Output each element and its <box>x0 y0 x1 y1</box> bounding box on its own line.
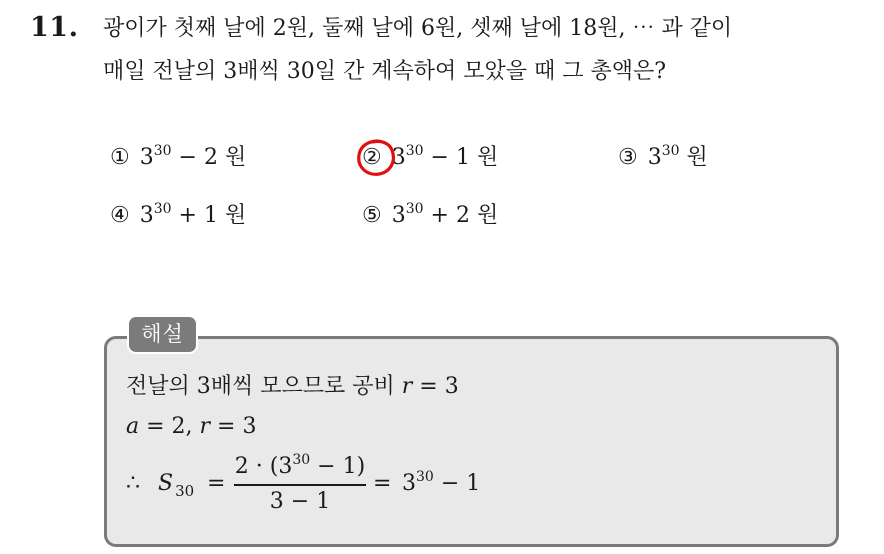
fraction-denominator: 3 − 1 <box>269 489 331 514</box>
choice-rest: 원 <box>679 145 708 170</box>
equals-sign: = <box>373 471 392 496</box>
choice-exponent: 30 <box>153 143 172 159</box>
solution-line-2 <box>126 412 256 442</box>
choice-3[interactable] <box>618 143 708 173</box>
question-number: 11. <box>30 12 79 43</box>
numerator-exponent: 30 <box>292 452 311 468</box>
first-term-value: = 2, <box>139 414 200 439</box>
choice-2[interactable] <box>362 143 498 173</box>
choice-base: 3 <box>139 203 154 228</box>
choice-exponent: 30 <box>153 201 172 217</box>
result-base: 3 <box>402 471 416 496</box>
solution-tab-label: 해설 <box>127 315 198 354</box>
solution-text: 전날의 3배씩 모으므로 공비 <box>126 374 402 399</box>
sum-letter: S <box>158 471 174 496</box>
ratio-variable: r <box>199 414 211 439</box>
first-term-variable: a <box>126 414 140 439</box>
fraction <box>232 452 368 516</box>
choice-exponent: 30 <box>405 143 424 159</box>
choice-4[interactable] <box>110 201 246 231</box>
choice-rest: + 2 원 <box>423 203 499 228</box>
choice-exponent: 30 <box>405 201 424 217</box>
equals-sign: = <box>207 471 226 496</box>
sum-symbol <box>158 469 194 500</box>
fraction-numerator <box>232 452 368 482</box>
ratio-value: = 3 <box>412 374 459 399</box>
choice-base: 3 <box>647 145 662 170</box>
choice-base: 3 <box>139 145 154 170</box>
question-text-line-1: 광이가 첫째 날에 2원, 둘째 날에 6원, 셋째 날에 18원, ⋯ 과 같이 <box>103 16 733 41</box>
choice-base: 3 <box>391 145 406 170</box>
choice-rest: − 2 원 <box>171 145 247 170</box>
therefore-symbol: ∴ <box>126 471 140 496</box>
result-post: − 1 <box>433 471 481 496</box>
choice-5[interactable] <box>362 201 498 231</box>
choice-number: ③ <box>618 145 638 170</box>
ratio-variable: r <box>401 374 413 399</box>
choice-1[interactable] <box>110 143 246 173</box>
choice-number: ④ <box>110 203 130 228</box>
choice-exponent: 30 <box>661 143 680 159</box>
choice-number: ① <box>110 145 130 170</box>
ratio-value: = 3 <box>210 414 257 439</box>
solution-line-1 <box>126 372 459 402</box>
numerator-post: − 1) <box>310 454 366 479</box>
fraction-bar <box>234 484 366 486</box>
choice-base: 3 <box>391 203 406 228</box>
numerator-pre: 2 · (3 <box>234 454 293 479</box>
result-exponent: 30 <box>416 469 434 485</box>
choice-rest: − 1 원 <box>423 145 499 170</box>
choice-number: ② <box>362 145 382 170</box>
sum-subscript: 30 <box>175 482 195 500</box>
question-text-line-2: 매일 전날의 3배씩 30일 간 계속하여 모았을 때 그 총액은? <box>103 59 667 84</box>
result <box>402 469 480 499</box>
choice-number: ⑤ <box>362 203 382 228</box>
choice-rest: + 1 원 <box>171 203 247 228</box>
